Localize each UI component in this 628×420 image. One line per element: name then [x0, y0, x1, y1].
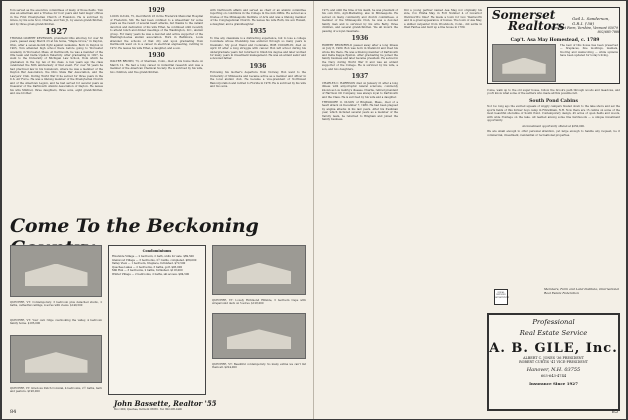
service-line: Real Estate Service [519, 329, 588, 338]
left-column-3 [210, 9, 306, 89]
left-page [2, 1, 314, 419]
page-number: 85 [611, 409, 618, 415]
obit-text: THEODORE O. OLSON of Bingham, Mass., died of a heart attack on December 7, 1980. He had been plagued by angina attacks in his last years. After his freshman year, which included several years as a member of the Varsity team, he returned to Bingham and joined the family business. [322, 100, 398, 122]
ab-gile-ad [487, 313, 620, 411]
obit-text: Following his mother's departure from Norway, Bob went to the University of Minnesota and became active as a member and officer in the local alumni club. He became a vice-president of Northwest Bancorporation and retired to Florida in 1978. He is survived by his wife and two sons. [210, 71, 306, 89]
class-year-heading: 1936 [249, 62, 267, 70]
condominium-list [108, 245, 206, 395]
somerset-realtors-ad [487, 7, 620, 84]
obit-text: LOUIS LUCAS, 75, died March 23 in the Frederick Memorial Hospital of Frederick, Md. He had been confined to a wheelchair for some years as the result of several heart attacks, but thanks to the valiant devotion and dedication of his wife Ethel, he continued until recently to attend lunch and dinner meetings of the Washington, D.C., alumni group. For many years he was a devoted and active supporter of the Washington-area alumni association. Born in Baltimore, Louis attended the schools of that city and upon graduating from Dartmouth went on to a career in electrical engineering, retiring in 1972. He leaves his wife Ethel, a daughter, and a son. [110, 15, 203, 50]
equal-housing-logo [494, 289, 508, 305]
obit-text: WALTER BROWN, 73, of Sherman, Conn., died at his home there on March 12. He had a long career in industrial research and was a member of the American Chemical Society. He is survived by his wife, two children, and five grandchildren. [110, 60, 203, 74]
homestead-photo [492, 44, 556, 82]
obit-text: THOMAS GILBERT KEVESSON, prominent Ohio attorney for over 50 years, passed away March 23 at his home, "Maple Grove," in Dayton, Ohio, after a seven-month fight against leukemia. Born in Dayton in 1905, Tom attended high school there before going to Worcester Academy in Worcester, Mass. At Dartmouth, he was a member of the rifle team and Delta Upsilon fraternity. After graduating in 1927, he went to the University of Michigan Law School, from which he graduated, in the top ten of his class. A few years ago the class celebrated the 50th anniversary of that event. For over 50 years he had practiced law in his hometown, where he was a member of the Dayton Bar Association, the Ohio State Bar Association, and the Lawyers' Club. During World War II he served for three years in the U.S. Air Force. He was a lifelong member of the Presbyterian Church and of the American Legion, and he had served for several years as treasurer of the Dartmouth Alumni Association of Dayton. He leaves his wife Mildred, three daughters, three sons, eight grandchildren, and one brother. [10, 36, 103, 95]
listing-photo [10, 245, 102, 297]
realtor-signature: John Bassette, Realtor '55 [114, 399, 217, 408]
condo-item: Glenwood Village — 3 bedrooms, 2½ baths, completed. $89,000 [112, 258, 197, 262]
obit-text: ROBERT BRUMFIELD passed away after a long illness on July 8, 1980. Bob was born in Stamford and lived his whole life there. He was a lifelong member of Dartmouth and Delta Kappa Epsilon. After graduating he joined the family business and later became president. He served in the Navy during World War II and was an ardent supporter of the College. He is survived by his wife, a son, and two daughters. [322, 43, 398, 71]
left-column-1 [10, 9, 103, 95]
broker-name: Gail L. Sanderson, G.R.I. ('58) [572, 16, 610, 26]
class-year-heading: 1927 [45, 26, 68, 37]
eho-text: EQUAL HOUSING OPPORTUNITY [495, 292, 510, 299]
company-name: A. B. GILE, Inc. [489, 340, 618, 356]
logo-text: Somerset [492, 8, 556, 22]
condo-item: Valley View — 1 bedroom, fireplace, furnished. $72,500 [112, 262, 186, 266]
listing-text: QUECHEE, VT: Beautiful contemporary. So many extras we can't list them all. $224,000 [212, 363, 306, 370]
condo-item: Riverside Village — 2 bedroom, 2 bath, units for sale. $69,500 [112, 255, 194, 258]
right-column-1 [322, 9, 398, 122]
page-number: 84 [10, 409, 17, 415]
association-note: Members, Farm and Land Institute, International Real Estate Federation [544, 287, 620, 295]
left-column-2 [110, 9, 203, 74]
company-phone: 603-643-4744 [540, 374, 567, 379]
obit-text: Did a young partner named Asa Mag not originally his side, Col. Elisha May, in Fort Number 4 of Governor Wentworth's time? He made a town for Gov. Wentworth and in a great appearance of homes. The town of Asa May, a skilled carpenter from Woodstock, Conn., did settle in West Fairlee and built up a fine house in 1789. [404, 9, 482, 30]
listing-text: QUECHEE, VT: Your own ridge overlooking the valley, 4 bedroom family home. $185,000 [10, 319, 102, 326]
obit-text: CHARLES C. HARRISON died on January 21 after a long illness with amyotrophic lateral sclerosis, commonly known as Lou Gehrig's disease. Charlie, retired president of Harrison Oil Company, was always loyal to Dartmouth and the Class. He is survived by his wife and a daughter. [322, 81, 398, 99]
class-year-heading: 1935 [249, 28, 267, 36]
listing-text: Not too long ago the excited squeals of wiggly campers floated down to the lake shore and set the sports fields of this former boys camp in Fitzwilliam, N.H. Now there are 15 cabins on some of the most beautiful shoreline of South Pond. Contemporary design, 45 acres of open fields and woods, with wide frontage on the lake. All nestled among some fine hardwoods — a unique investment opportunity. [487, 105, 620, 123]
pond-price: An investment opportunity offered at $250,000. [522, 124, 585, 128]
class-year-heading: 1936 [351, 35, 369, 43]
ad-headline: Come To the Beckoning [10, 215, 259, 237]
condo-item: Winter Village — 2 bedrooms, 2 baths, ski access. $84,500 [112, 272, 190, 276]
officer: ROBERT CURTIS '41 VICE-PRESIDENT [519, 360, 588, 365]
insurance-line: Insurance Since 1927 [529, 381, 578, 387]
obit-text: Tom served as the executive committees of many of those fields. Tom was an alderman and a Trustee for four years and held major offices in the First Presbyterian Church of Evanston. He is survived by Grace, by his sons Scot, Charlie, and Tom Jr., by eleven grandchildren, and by three great-grandchildren. [10, 9, 103, 26]
officer: ALBERT C. JONES '36 PRESIDENT [523, 355, 584, 360]
logo-text: Realtors [508, 19, 565, 33]
condo-item: Mill Run — 3 bedrooms, 2 baths, furnished. $118,000 [112, 269, 183, 273]
right-column-3 [487, 89, 620, 137]
listing-text: QUECHEE, VT: Contemporary. 3 bedroom plus detached studio, 2 baths, cathedral ceilings, 4 acres with views. $149,500 [10, 301, 102, 308]
class-year-heading: 1930 [148, 51, 165, 59]
condo-item: Quechee Lakes — 2 bedrooms, 3 baths, golf. $95,000 [112, 265, 183, 269]
listing-photo [10, 335, 102, 383]
homestead-description: The best of this house has been preserved — fireplaces, fine moldings, mantels, flooring and wainscoting — while systems have been updated for today's living. [560, 44, 618, 58]
south-pond-title: South Pond Cabins [529, 98, 578, 104]
realtor-address: Box 1000, Quechee, Vermont 05059 · Tel. 802-295-2400 [114, 408, 182, 411]
broker-address: Somerset Farm, Vershire, Vermont 05079 · 802/685-7888 [550, 26, 620, 34]
obit-text: 1975, and until the time of his death, he was president of his own firm, Agri-Marketing, also in Minneapolis. He served on many community and church committees. A member of the Minneapolis Club, he was a devoted family man and is survived by his wife Betty, three children, and several grandchildren. We all mourn the passing of a loyal classmate. [322, 9, 398, 33]
listing-text: Come, walk up to the old sugar house, follow the brook's path through woods and meadows, and you'll know what some of the settlers who made all this possible felt. [487, 89, 620, 96]
magazine-spread [2, 1, 626, 419]
listing-text: QUECHEE, VT: Lovely Richmond Hillside, 3 bedroom Cape with wraparound deck on 5 acres. $128,000 [212, 299, 306, 306]
listing-photo [212, 313, 306, 359]
service-line: Professional [532, 318, 575, 326]
class-year-heading: 1937 [351, 73, 369, 81]
condo-list-title: Condominiums [142, 249, 172, 253]
right-page [314, 1, 626, 419]
homestead-caption: Cap't. Asa May Homestead, c. 1789 [510, 38, 600, 43]
listing-text: We are small enough to offer personal attention, yet large enough to handle any request, be it commercial, investment, residential or recreational properties. [487, 130, 620, 137]
class-year-heading: 1929 [148, 7, 165, 14]
listing-photo [212, 245, 306, 295]
company-town: Hanover, N.H. 03755 [526, 367, 581, 374]
obit-text: To fine any classmate is a distracting experience, but to lose a college roommate whose friendship has endured through so many years is traumatic. My good friend and roommate, BOB COUGHLIN, died on April 18 after a long struggle with cancer. Bob left school during his undergraduate years but returned to finish his degree and later worked for many years in investment management. He was an ardent sailor and a devoted father. [210, 36, 306, 61]
obit-text: with Dartmouth affairs and served as chair of an alumni committee reporting on conditions in the College in the mid-1960s. He served as a trustee of the Minneapolis Institute of Arts and was a lifelong member of the Congregational Church. He leaves his wife Ruth, his son Ronald, a daughter, and a granddaughter. [210, 9, 306, 26]
listing-text: QUECHEE, VT: Gracious Dutch Colonial, 4 bedrooms, 2½ baths, barn and pasture. $196,000 [10, 387, 102, 394]
right-column-2 [404, 9, 482, 30]
